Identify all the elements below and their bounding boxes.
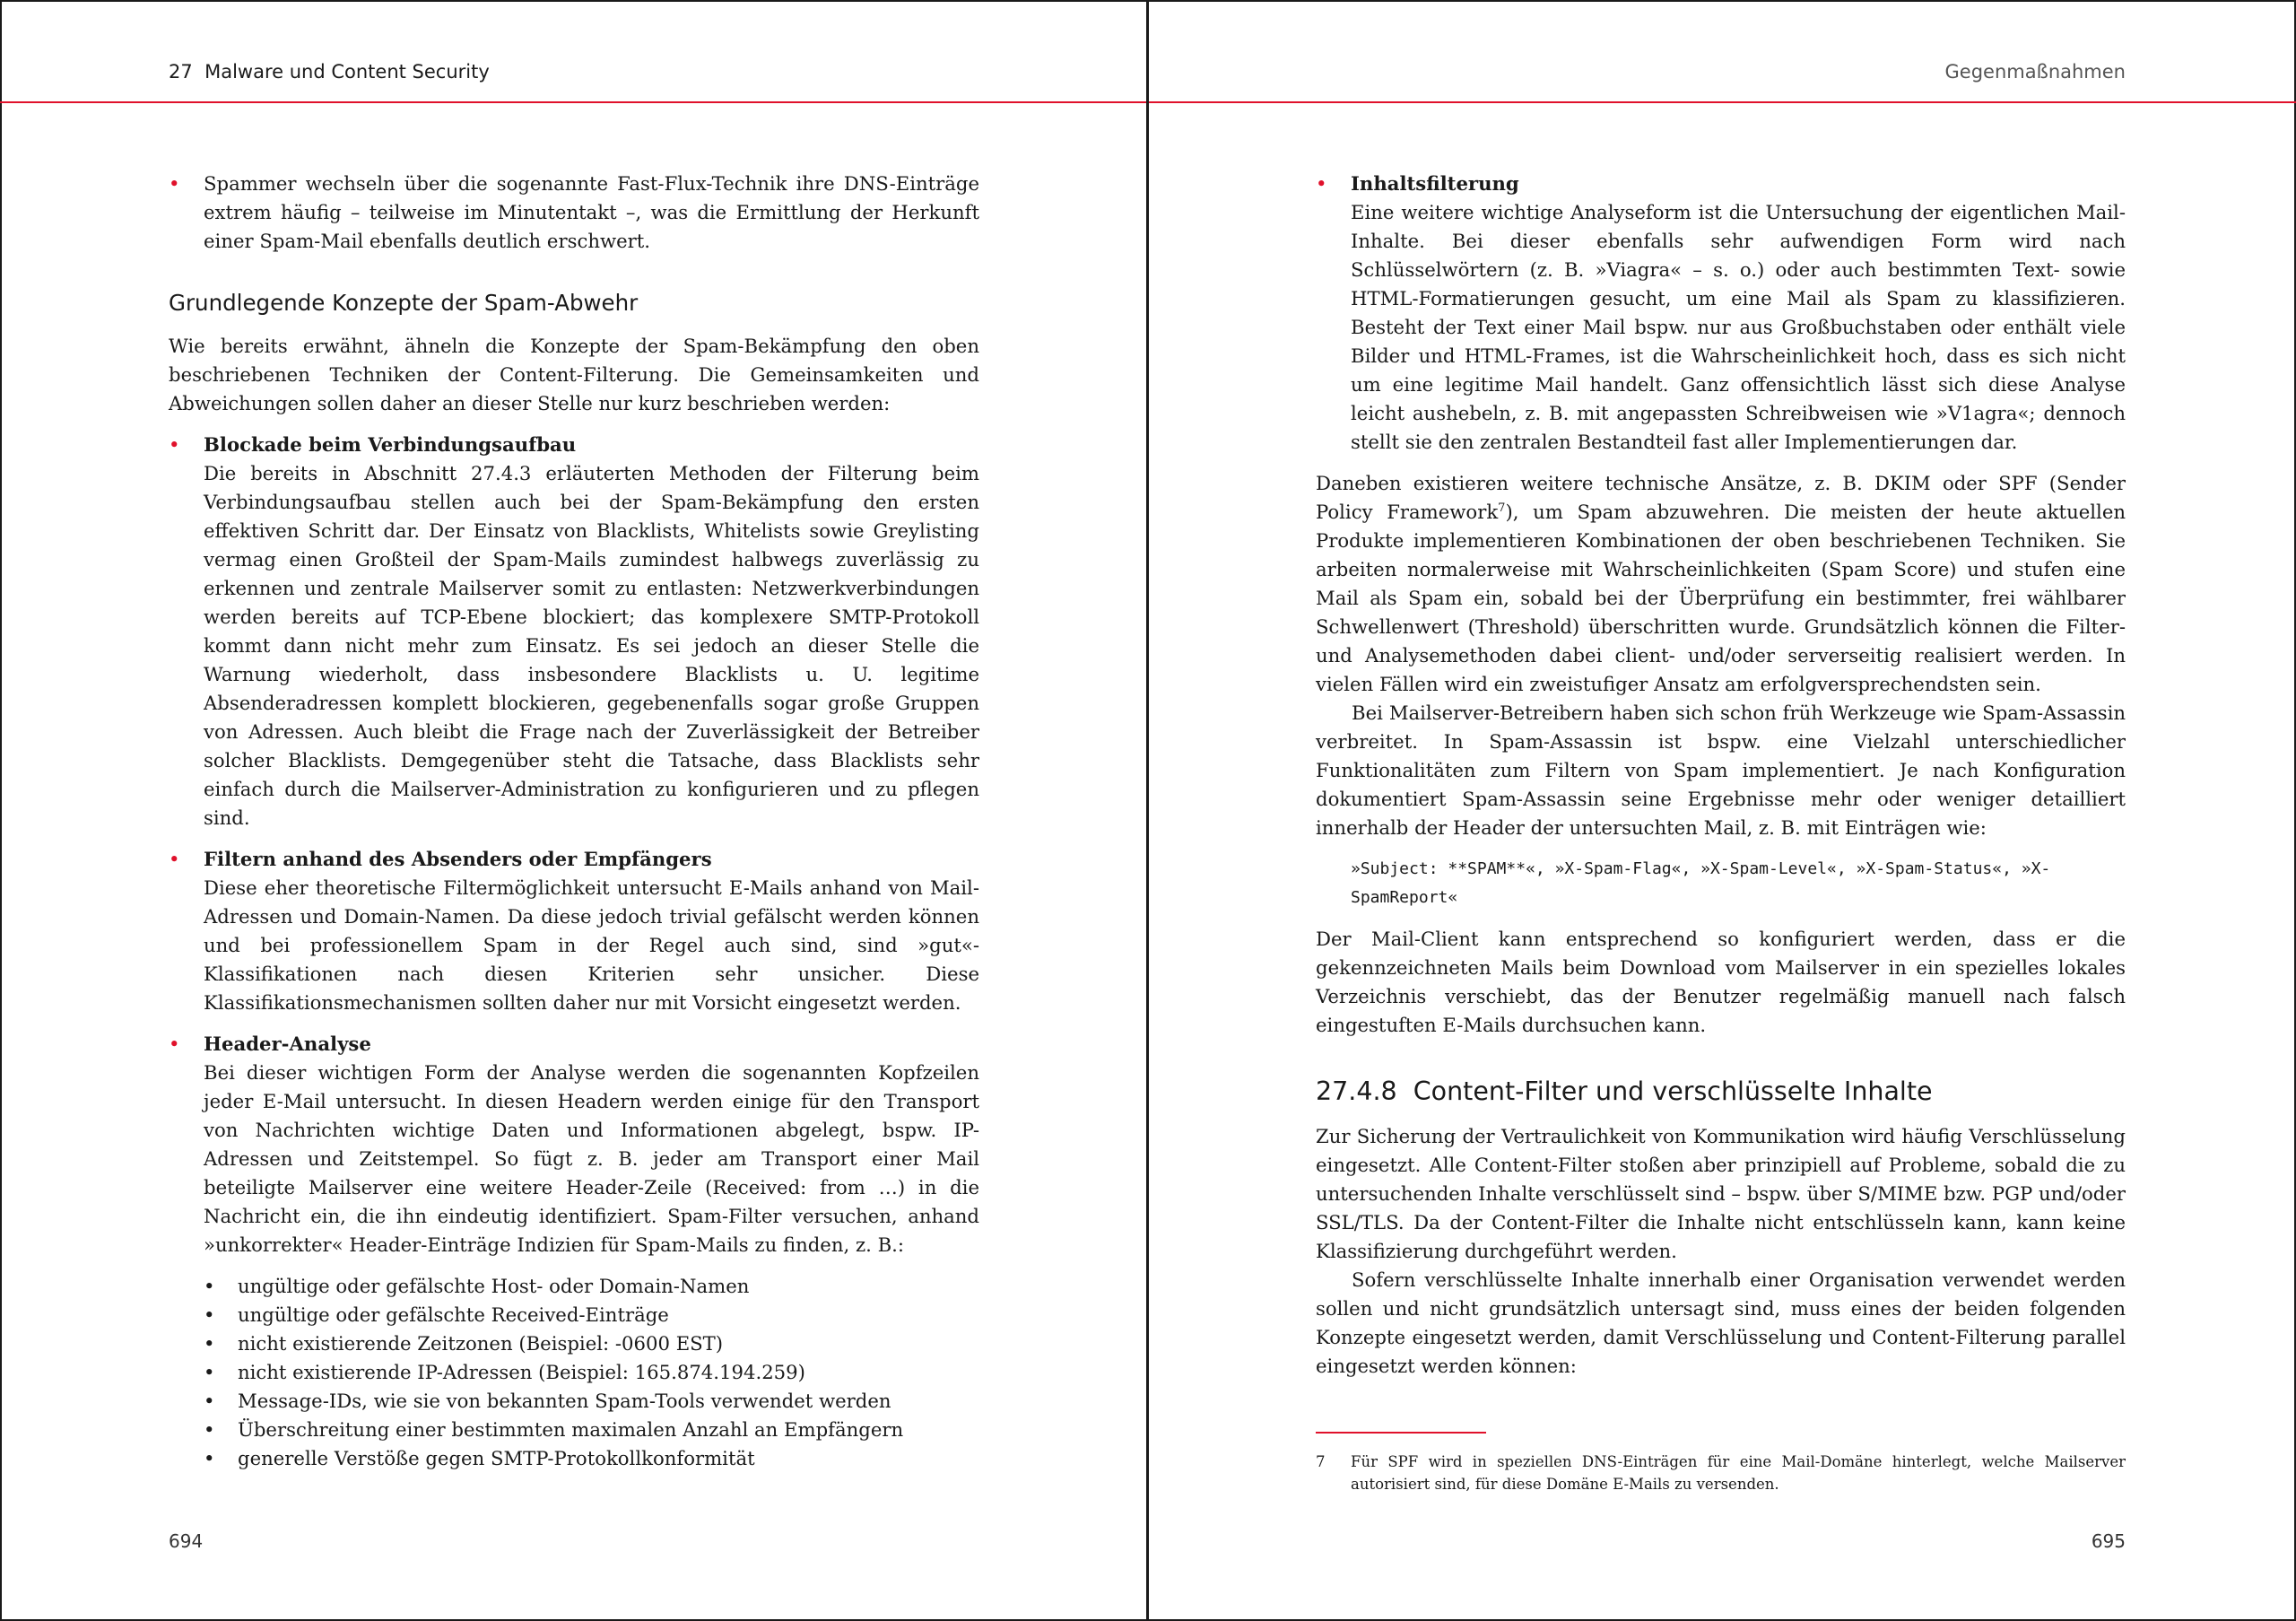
section-title: Content-Filter und verschlüsselte Inhalte [1413, 1076, 1933, 1106]
bullet-text: Spammer wechseln über die sogenannte Fast-Flux-Technik ihre DNS-Einträge extrem häufig – teilweise im Minutentakt –, was die Ermittlung der Herkunft einer Spam-Mail ebenfalls deutlich erschwert. [204, 172, 979, 252]
black-bullet-icon: • [204, 1447, 215, 1469]
list-item: • nicht existierende Zeitzonen (Beispiel: -0600 EST) [204, 1329, 979, 1358]
bullet-text: Eine weitere wichtige Analyseform ist die Untersuchung der eigentlichen Mail-Inhalte. Bei dieser ebenfalls sehr aufwendigen Form wird nach Schlüsselwörtern (z. B. »Viagra« – s. o.) oder auch bestimmten Text- sowie HTML-Formatierungen gesucht, um eine Mail als Spam zu klassifizieren. Besteht der Text einer Mail bspw. nur aus Großbuchstaben oder enthält viele Bilder und HTML-Frames, ist die Wahrscheinlichkeit hoch, dass es sich nicht um eine legitime Mail handelt. Ganz offensichtlich lässt sich diese Analyse leicht aushebeln, z. B. mit angepassten Schreibweisen wie »V1agra«; dennoch stellt sie den zentralen Bestandteil fast aller Implementierungen dar. [1351, 201, 2126, 453]
code-sample: »Subject: **SPAM**«, »X-Spam-Flag«, »X-Spam-Level«, »X-Spam-Status«, »X-SpamReport« [1351, 859, 2051, 907]
mail-client-paragraph: Der Mail-Client kann entsprechend so konfiguriert werden, dass er die gekennzeichneten Mails beim Download vom Mailserver in ein spezielles lokales Verzeichnis verschiebt, das der Benutzer regelmäßig manuell nach falsch eingestuften E-Mails durchsuchen kann. [1316, 928, 2126, 1036]
list-item: • ungültige oder gefälschte Host- oder Domain-Namen [204, 1272, 979, 1301]
bullet-text: Die bereits in Abschnitt 27.4.3 erläuterten Methoden der Filterung beim Verbindungsaufbau stellen auch bei der Spam-Bekämpfung den ersten effektiven Schritt dar. Der Einsatz von Blacklists, Whitelists sowie Greylisting vermag einen Großteil der Spam-Mails zumindest halbwegs zuverlässig zu erkennen und zentrale Mailserver somit zu entlasten: Netzwerkverbindungen werden bereits auf TCP-Ebene blockiert; das komplexere SMTP-Protokoll kommt dann nicht mehr zum Einsatz. Es sei jedoch an dieser Stelle die Warnung wiederholt, dass insbesondere Blacklists u. U. legitime Absenderadressen komplett blockieren, gegebenenfalls sogar große Gruppen von Adressen. Auch bleibt die Frage nach der Zuverlässigkeit der Betreiber solcher Blacklists. Demgegenüber steht die Tatsache, dass Blacklists sehr einfach durch die Mailserver-Administration zu konfigurieren und zu pflegen sind. [204, 462, 979, 829]
list-item: • Überschreitung einer bestimmten maximalen Anzahl an Empfängern [204, 1416, 979, 1444]
encryption-paragraph: Zur Sicherung der Vertraulichkeit von Kommunikation wird häufig Verschlüsselung eingesetzt. Alle Content-Filter stoßen aber prinzipiell auf Probleme, sobald die zu untersuchenden Inhalte verschlüsselt sind – bspw. über S/MIME bzw. PGP und/oder SSL/TLS. Da der Content-Filter die Inhalte nicht entschlüsseln kann, kann keine Klassifizierung durchgeführt werden. [1316, 1125, 2126, 1262]
left-page-number: 694 [169, 1530, 204, 1552]
red-bullet-icon: • [169, 172, 180, 195]
bullet-item-content-filtering [1316, 170, 2126, 457]
black-bullet-icon: • [204, 1390, 215, 1412]
footnote-text: Für SPF wird in speziellen DNS-Einträgen für eine Mail-Domäne hinterlegt, welche Mailserver autorisiert sind, für diese Domäne E-Mails zu versenden. [1351, 1453, 2126, 1493]
section-heading-27-4-8 [1316, 1074, 2126, 1110]
chapter-title: Malware und Content Security [204, 61, 490, 83]
right-page-body [1316, 170, 2126, 1381]
page-spine-divider [1146, 0, 1149, 1621]
footnote-rule [1316, 1432, 1486, 1434]
list-item: • Message-IDs, wie sie von bekannten Spam-Tools verwendet werden [204, 1387, 979, 1416]
bullet-item-fast-flux [169, 170, 979, 256]
bullet-text: Diese eher theoretische Filtermöglichkeit untersucht E-Mails anhand von Mail-Adressen und Domain-Namen. Da diese jedoch trivial gefälscht werden können und bei professionellem Spam in der Regel auch sind, sind »gut«-Klassifikationen nach diesen Kriterien sehr unsicher. Diese Klassifikationsmechanismen sollten daher nur mit Vorsicht eingesetzt werden. [204, 876, 979, 1014]
section-heading: Grundlegende Konzepte der Spam-Abwehr [169, 290, 639, 316]
bullet-title: Header-Analyse [204, 1033, 371, 1055]
left-header-rule [0, 101, 1146, 103]
bullet-title: Filtern anhand des Absenders oder Empfängers [204, 848, 712, 870]
footnote [1316, 1451, 2126, 1495]
black-bullet-icon: • [204, 1275, 215, 1297]
red-bullet-icon: • [169, 433, 180, 456]
concepts-paragraph: Sofern verschlüsselte Inhalte innerhalb einer Organisation verwendet werden sollen und nicht grundsätzlich untersagt sind, muss eines der beiden folgenden Konzepte eingesetzt werden, damit Verschlüsselung und Content-Filterung parallel eingesetzt werden können: [1316, 1268, 2126, 1377]
list-item: • nicht existierende IP-Adressen (Beispiel: 165.874.194.259) [204, 1358, 979, 1387]
red-bullet-icon: • [169, 1033, 180, 1055]
black-bullet-icon: • [204, 1361, 215, 1383]
red-bullet-icon: • [1316, 172, 1327, 195]
bullet-title: Inhaltsfilterung [1351, 172, 1519, 195]
section-number: 27.4.8 [1316, 1076, 1397, 1106]
black-bullet-icon: • [204, 1332, 215, 1355]
header-indicator-list [204, 1272, 979, 1473]
right-running-header: Gegenmaßnahmen [1944, 61, 2126, 83]
bullet-item-sender-filter [169, 845, 979, 1017]
right-page-number: 695 [2091, 1530, 2126, 1552]
list-item: • generelle Verstöße gegen SMTP-Protokollkonformität [204, 1444, 979, 1473]
black-bullet-icon: • [204, 1303, 215, 1326]
techniques-paragraph: Daneben existieren weitere technische Ansätze, z. B. DKIM oder SPF (Sender Policy Framework$^7$), um Spam abzuwehren. Die meisten der heute aktuellen Produkte implementieren Kombinationen der oben beschriebenen Techniken. Sie arbeiten normalerweise mit Wahrscheinlichkeiten (Spam Score) und stufen eine Mail als Spam ein, sobald bei der Überprüfung ein bestimmter, frei wählbarer Schwellenwert (Threshold) überschritten wurde. Grundsätzlich können die Filter- und Analysemethoden dabei client- und/oder serverseitig realisiert werden. In vielen Fällen wird ein zweistufiger Ansatz am erfolgversprechendsten sein. [1316, 472, 2126, 695]
left-running-header [169, 61, 490, 83]
red-bullet-icon: • [169, 848, 180, 870]
footnote-reference[interactable]: 7 [1498, 501, 1506, 515]
black-bullet-icon: • [204, 1418, 215, 1441]
bullet-item-header-analysis [169, 1030, 979, 1473]
list-item: • ungültige oder gefälschte Received-Einträge [204, 1301, 979, 1329]
chapter-number: 27 [169, 61, 193, 83]
bullet-title: Blockade beim Verbindungsaufbau [204, 433, 577, 456]
bullet-text: Bei dieser wichtigen Form der Analyse werden die sogenannten Kopfzeilen jeder E-Mail untersucht. In diesen Headern werden einige für den Transport von Nachrichten wichtige Daten und Informationen abgelegt, bspw. IP-Adressen und Zeitstempel. So fügt z. B. jeder am Transport einer Mail beteiligte Mailserver eine weitere Header-Zeile (Received: from …) in die Nachricht ein, die ihn eindeutig identifiziert. Spam-Filter versuchen, anhand »unkorrekter« Header-Einträge Indizien für Spam-Mails zu finden, z. B.: [204, 1061, 979, 1256]
bullet-item-blockade [169, 431, 979, 832]
section-intro-paragraph: Wie bereits erwähnt, ähneln die Konzepte der Spam-Bekämpfung den oben beschriebenen Techniken der Content-Filterung. Die Gemeinsamkeiten und Abweichungen sollen daher an dieser Stelle nur kurz beschrieben werden: [169, 335, 979, 414]
footnote-number: 7 [1316, 1453, 1326, 1470]
left-page-body [169, 170, 979, 1473]
spamassassin-paragraph: Bei Mailserver-Betreibern haben sich schon früh Werkzeuge wie Spam-Assassin verbreitet. In Spam-Assassin ist bspw. eine Vielzahl unterschiedlicher Funktionalitäten zum Filtern von Spam implementiert. Je nach Konfiguration dokumentiert Spam-Assassin seine Ergebnisse mehr oder weniger detailliert innerhalb der Header der untersuchten Mail, z. B. mit Einträgen wie: [1316, 702, 2126, 839]
right-header-rule [1149, 101, 2296, 103]
